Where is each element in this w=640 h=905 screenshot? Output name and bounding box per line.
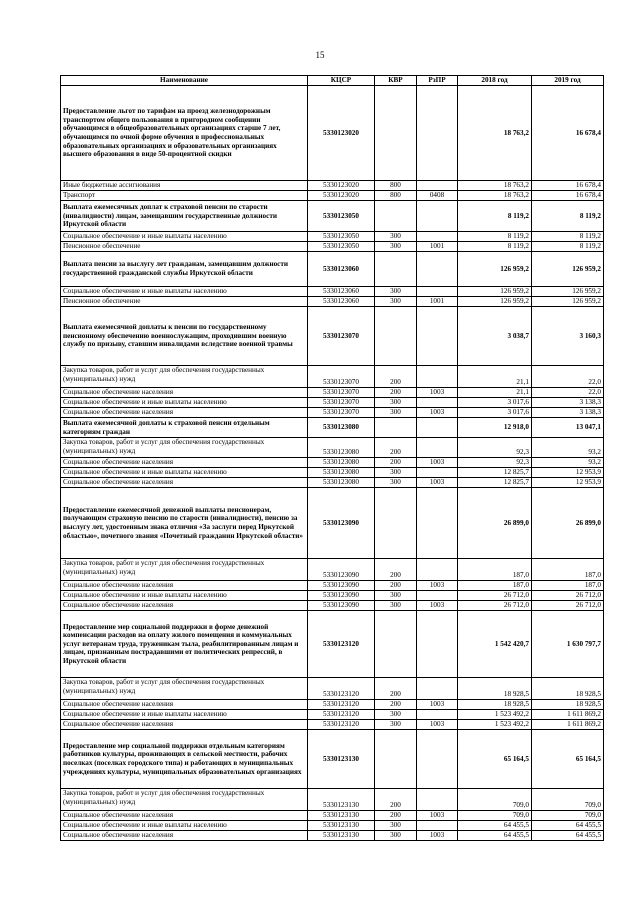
cell-name: Социальное обеспечение населения xyxy=(61,581,308,591)
cell-2018: 3 017,6 xyxy=(458,408,532,418)
cell-rzpr xyxy=(417,789,458,811)
header-2018: 2018 год xyxy=(458,76,532,86)
cell-kcsr: 5330123070 xyxy=(308,307,375,366)
header-kvr: КВР xyxy=(375,76,417,86)
cell-kvr xyxy=(375,252,417,287)
cell-kvr: 300 xyxy=(375,720,417,730)
cell-kvr: 200 xyxy=(375,700,417,710)
cell-2018: 21,1 xyxy=(458,388,532,398)
table-row xyxy=(61,591,604,601)
cell-name: Социальное обеспечение и иные выплаты населению xyxy=(61,398,308,408)
cell-kcsr: 5330123090 xyxy=(308,601,375,611)
cell-2018: 126 959,2 xyxy=(458,287,532,297)
cell-2018: 709,0 xyxy=(458,811,532,821)
cell-2019: 3 138,3 xyxy=(532,408,604,418)
cell-kcsr: 5330123070 xyxy=(308,408,375,418)
cell-kvr: 300 xyxy=(375,287,417,297)
cell-kcsr: 5330123080 xyxy=(308,458,375,468)
table-row xyxy=(61,201,604,232)
cell-name: Социальное обеспечение населения xyxy=(61,388,308,398)
cell-name: Социальное обеспечение населения xyxy=(61,478,308,488)
cell-name: Пенсионное обеспечение xyxy=(61,242,308,252)
cell-rzpr: 1003 xyxy=(417,388,458,398)
cell-rzpr xyxy=(417,86,458,181)
cell-name: Предоставление льгот по тарифам на проезд железнодорожным транспортом общего пользования в пригородном сообщении обучающимся в общеобразовательных организациях старше 7 лет, обучающимся по очной форме обучения в профессиональных образовательных организациях и образовательных организациях высшего образования в виде 50-процентной скидки xyxy=(61,86,308,181)
cell-name: Социальное обеспечение населения xyxy=(61,700,308,710)
cell-name: Закупка товаров, работ и услуг для обеспечения государственных (муниципальных) нужд xyxy=(61,366,308,388)
cell-rzpr xyxy=(417,307,458,366)
cell-2019: 93,2 xyxy=(532,438,604,458)
table-row xyxy=(61,468,604,478)
cell-rzpr: 1003 xyxy=(417,458,458,468)
cell-name: Предоставление мер социальной поддержки в форме денежной компенсации расходов на оплату жилого помещения и коммунальных услуг ветеранам труда, труженикам тыла, реабилитированным лицам и лицам, признанным пострадавшими от политических репрессий, в Иркутской области xyxy=(61,611,308,678)
cell-kvr xyxy=(375,307,417,366)
cell-2018: 187,0 xyxy=(458,559,532,581)
cell-rzpr: 1003 xyxy=(417,408,458,418)
cell-2019: 126 959,2 xyxy=(532,287,604,297)
cell-rzpr: 1003 xyxy=(417,720,458,730)
table-row xyxy=(61,720,604,730)
cell-2019: 126 959,2 xyxy=(532,297,604,307)
cell-name: Выплата ежемесячной доплаты к страховой пенсии отдельным категориям граждан xyxy=(61,418,308,438)
table-body xyxy=(61,86,604,841)
cell-2019: 16 678,4 xyxy=(532,191,604,201)
cell-2018: 18 928,5 xyxy=(458,700,532,710)
cell-2019: 64 455,5 xyxy=(532,821,604,831)
cell-name: Выплата ежемесячных доплат к страховой пенсии по старости (инвалидности) лицам, замещавшим государственные должности Иркутской области xyxy=(61,201,308,232)
cell-rzpr xyxy=(417,287,458,297)
cell-2019: 709,0 xyxy=(532,789,604,811)
cell-kcsr: 5330123020 xyxy=(308,181,375,191)
cell-2018: 64 455,5 xyxy=(458,831,532,841)
cell-2019: 26 899,0 xyxy=(532,488,604,559)
cell-kcsr: 5330123050 xyxy=(308,242,375,252)
table-row xyxy=(61,811,604,821)
cell-2018: 26 712,0 xyxy=(458,601,532,611)
cell-kvr xyxy=(375,611,417,678)
cell-rzpr xyxy=(417,468,458,478)
cell-2019: 1 630 797,7 xyxy=(532,611,604,678)
cell-name: Предоставление мер социальной поддержки отдельным категориям работников культуры, проживающих в сельской местности, рабочих поселках (поселках городского типа) и работающих в муниципальных учреждениях культуры, муниципальных образовательных организациях xyxy=(61,730,308,789)
table-row xyxy=(61,611,604,678)
table-row xyxy=(61,730,604,789)
table-row xyxy=(61,601,604,611)
cell-kvr: 200 xyxy=(375,366,417,388)
cell-2018: 92,3 xyxy=(458,438,532,458)
cell-2019: 3 138,3 xyxy=(532,398,604,408)
cell-kvr xyxy=(375,418,417,438)
cell-kvr: 300 xyxy=(375,478,417,488)
cell-kvr: 300 xyxy=(375,591,417,601)
table-row xyxy=(61,418,604,438)
cell-2018: 18 763,2 xyxy=(458,86,532,181)
table-row xyxy=(61,181,604,191)
cell-2018: 12 825,7 xyxy=(458,468,532,478)
cell-rzpr: 1003 xyxy=(417,811,458,821)
cell-2019: 16 678,4 xyxy=(532,181,604,191)
cell-rzpr xyxy=(417,201,458,232)
cell-kvr: 300 xyxy=(375,408,417,418)
cell-2019: 26 712,0 xyxy=(532,601,604,611)
cell-name: Социальное обеспечение населения xyxy=(61,408,308,418)
cell-rzpr xyxy=(417,398,458,408)
cell-rzpr xyxy=(417,366,458,388)
cell-2019: 93,2 xyxy=(532,458,604,468)
cell-kvr: 200 xyxy=(375,458,417,468)
cell-kvr: 200 xyxy=(375,388,417,398)
cell-kvr xyxy=(375,86,417,181)
cell-rzpr: 1003 xyxy=(417,581,458,591)
cell-2019: 12 953,9 xyxy=(532,468,604,478)
cell-name: Социальное обеспечение и иные выплаты населению xyxy=(61,468,308,478)
cell-2019: 12 953,9 xyxy=(532,478,604,488)
cell-rzpr: 1003 xyxy=(417,700,458,710)
table-row xyxy=(61,710,604,720)
cell-2019: 18 928,5 xyxy=(532,678,604,700)
cell-kcsr: 5330123050 xyxy=(308,201,375,232)
cell-name: Закупка товаров, работ и услуг для обеспечения государственных (муниципальных) нужд xyxy=(61,559,308,581)
table-row xyxy=(61,700,604,710)
cell-2019: 8 119,2 xyxy=(532,201,604,232)
table-row xyxy=(61,408,604,418)
table-row xyxy=(61,191,604,201)
cell-kvr: 200 xyxy=(375,559,417,581)
cell-2019: 187,0 xyxy=(532,581,604,591)
cell-2018: 12 825,7 xyxy=(458,478,532,488)
cell-2018: 8 119,2 xyxy=(458,232,532,242)
cell-kcsr: 5330123070 xyxy=(308,388,375,398)
cell-rzpr: 1001 xyxy=(417,242,458,252)
cell-2019: 8 119,2 xyxy=(532,242,604,252)
cell-rzpr xyxy=(417,252,458,287)
cell-kcsr: 5330123060 xyxy=(308,297,375,307)
cell-rzpr: 1001 xyxy=(417,297,458,307)
table-row xyxy=(61,458,604,468)
cell-rzpr: 0408 xyxy=(417,191,458,201)
cell-name: Закупка товаров, работ и услуг для обеспечения государственных (муниципальных) нужд xyxy=(61,438,308,458)
cell-2019: 1 611 869,2 xyxy=(532,710,604,720)
cell-2019: 18 928,5 xyxy=(532,700,604,710)
cell-kcsr: 5330123020 xyxy=(308,86,375,181)
cell-rzpr xyxy=(417,181,458,191)
cell-2018: 18 928,5 xyxy=(458,678,532,700)
cell-kcsr: 5330123130 xyxy=(308,730,375,789)
cell-2018: 3 038,7 xyxy=(458,307,532,366)
cell-2019: 3 160,3 xyxy=(532,307,604,366)
cell-rzpr xyxy=(417,591,458,601)
cell-name: Транспорт xyxy=(61,191,308,201)
cell-2019: 22,0 xyxy=(532,366,604,388)
cell-2018: 126 959,2 xyxy=(458,252,532,287)
cell-rzpr xyxy=(417,730,458,789)
cell-kcsr: 5330123130 xyxy=(308,789,375,811)
cell-2018: 8 119,2 xyxy=(458,201,532,232)
cell-kcsr: 5330123050 xyxy=(308,232,375,242)
cell-name: Закупка товаров, работ и услуг для обеспечения государственных (муниципальных) нужд xyxy=(61,678,308,700)
cell-kcsr: 5330123080 xyxy=(308,478,375,488)
table-row xyxy=(61,398,604,408)
cell-kvr: 800 xyxy=(375,191,417,201)
cell-kvr xyxy=(375,730,417,789)
cell-kcsr: 5330123130 xyxy=(308,821,375,831)
cell-kcsr: 5330123070 xyxy=(308,398,375,408)
table-row xyxy=(61,307,604,366)
cell-kcsr: 5330123090 xyxy=(308,488,375,559)
cell-kvr: 200 xyxy=(375,811,417,821)
cell-kvr: 300 xyxy=(375,601,417,611)
cell-kcsr: 5330123120 xyxy=(308,611,375,678)
cell-kcsr: 5330123070 xyxy=(308,366,375,388)
table-row xyxy=(61,581,604,591)
cell-2019: 65 164,5 xyxy=(532,730,604,789)
cell-kvr: 300 xyxy=(375,831,417,841)
cell-2018: 18 763,2 xyxy=(458,191,532,201)
cell-kcsr: 5330123130 xyxy=(308,831,375,841)
cell-2018: 187,0 xyxy=(458,581,532,591)
cell-kvr: 800 xyxy=(375,181,417,191)
table-row xyxy=(61,559,604,581)
cell-name: Предоставление ежемесячной денежной выплаты пенсионерам, получающим страховую пенсию по старости (инвалидности), пенсию за выслугу лет, удостоенным знака отличия «За заслуги перед Иркутской областью», почетного звания «Почетный гражданин Иркутской области» xyxy=(61,488,308,559)
cell-2019: 22,0 xyxy=(532,388,604,398)
table-row xyxy=(61,297,604,307)
cell-2019: 187,0 xyxy=(532,559,604,581)
cell-2019: 26 712,0 xyxy=(532,591,604,601)
cell-kvr: 200 xyxy=(375,438,417,458)
table-row xyxy=(61,831,604,841)
cell-2018: 21,1 xyxy=(458,366,532,388)
cell-kcsr: 5330123080 xyxy=(308,438,375,458)
cell-kcsr: 5330123020 xyxy=(308,191,375,201)
cell-kcsr: 5330123130 xyxy=(308,811,375,821)
cell-rzpr xyxy=(417,559,458,581)
cell-name: Иные бюджетные ассигнования xyxy=(61,181,308,191)
cell-kcsr: 5330123090 xyxy=(308,591,375,601)
table-row xyxy=(61,287,604,297)
cell-kcsr: 5330123080 xyxy=(308,418,375,438)
cell-name: Социальное обеспечение населения xyxy=(61,811,308,821)
cell-2019: 64 455,5 xyxy=(532,831,604,841)
cell-kcsr: 5330123120 xyxy=(308,720,375,730)
table-row xyxy=(61,252,604,287)
cell-2018: 26 712,0 xyxy=(458,591,532,601)
cell-kvr: 300 xyxy=(375,468,417,478)
cell-name: Социальное обеспечение и иные выплаты населению xyxy=(61,591,308,601)
cell-kvr xyxy=(375,201,417,232)
cell-2018: 8 119,2 xyxy=(458,242,532,252)
table-row xyxy=(61,789,604,811)
cell-kcsr: 5330123120 xyxy=(308,700,375,710)
table-row xyxy=(61,232,604,242)
cell-kvr: 300 xyxy=(375,232,417,242)
cell-name: Выплата пенсии за выслугу лет гражданам, замещавшим должности государственной гражданской службы Иркутской области xyxy=(61,252,308,287)
cell-name: Социальное обеспечение населения xyxy=(61,720,308,730)
header-2019: 2019 год xyxy=(532,76,604,86)
cell-2019: 709,0 xyxy=(532,811,604,821)
table-row xyxy=(61,86,604,181)
cell-rzpr xyxy=(417,710,458,720)
cell-kcsr: 5330123090 xyxy=(308,581,375,591)
cell-kcsr: 5330123060 xyxy=(308,287,375,297)
table-row xyxy=(61,678,604,700)
cell-rzpr xyxy=(417,418,458,438)
cell-kvr: 300 xyxy=(375,242,417,252)
cell-name: Социальное обеспечение и иные выплаты населению xyxy=(61,287,308,297)
cell-2018: 1 523 492,2 xyxy=(458,710,532,720)
cell-rzpr xyxy=(417,232,458,242)
budget-table xyxy=(60,75,604,841)
cell-2018: 18 763,2 xyxy=(458,181,532,191)
cell-2018: 1 542 420,7 xyxy=(458,611,532,678)
cell-kvr: 200 xyxy=(375,789,417,811)
cell-kvr: 300 xyxy=(375,297,417,307)
cell-kvr: 200 xyxy=(375,678,417,700)
cell-kcsr: 5330123120 xyxy=(308,710,375,720)
header-kcsr: КЦСР xyxy=(308,76,375,86)
cell-name: Пенсионное обеспечение xyxy=(61,297,308,307)
cell-rzpr: 1003 xyxy=(417,601,458,611)
cell-2018: 64 455,5 xyxy=(458,821,532,831)
cell-2018: 65 164,5 xyxy=(458,730,532,789)
cell-2019: 1 611 869,2 xyxy=(532,720,604,730)
cell-kcsr: 5330123060 xyxy=(308,252,375,287)
cell-name: Социальное обеспечение населения xyxy=(61,831,308,841)
cell-kcsr: 5330123120 xyxy=(308,678,375,700)
cell-2018: 26 899,0 xyxy=(458,488,532,559)
cell-rzpr xyxy=(417,438,458,458)
header-rzpr: РзПР xyxy=(417,76,458,86)
cell-2019: 16 678,4 xyxy=(532,86,604,181)
cell-rzpr xyxy=(417,821,458,831)
cell-name: Социальное обеспечение и иные выплаты населению xyxy=(61,232,308,242)
cell-kvr: 300 xyxy=(375,821,417,831)
cell-rzpr xyxy=(417,488,458,559)
table-row xyxy=(61,388,604,398)
cell-2018: 126 959,2 xyxy=(458,297,532,307)
table-row xyxy=(61,478,604,488)
cell-rzpr xyxy=(417,678,458,700)
cell-name: Социальное обеспечение и иные выплаты населению xyxy=(61,710,308,720)
cell-2018: 3 017,6 xyxy=(458,398,532,408)
header-name: Наименование xyxy=(61,76,308,86)
cell-name: Социальное обеспечение и иные выплаты населению xyxy=(61,821,308,831)
cell-rzpr xyxy=(417,611,458,678)
table-row xyxy=(61,438,604,458)
cell-rzpr: 1003 xyxy=(417,831,458,841)
table-row xyxy=(61,242,604,252)
cell-kcsr: 5330123080 xyxy=(308,468,375,478)
cell-2019: 126 959,2 xyxy=(532,252,604,287)
table-header-row xyxy=(61,76,604,86)
cell-2018: 1 523 492,2 xyxy=(458,720,532,730)
cell-rzpr: 1003 xyxy=(417,478,458,488)
cell-2018: 709,0 xyxy=(458,789,532,811)
cell-kvr: 300 xyxy=(375,398,417,408)
cell-kcsr: 5330123090 xyxy=(308,559,375,581)
cell-2019: 13 047,1 xyxy=(532,418,604,438)
table-row xyxy=(61,488,604,559)
table-row xyxy=(61,366,604,388)
cell-kvr xyxy=(375,488,417,559)
table-row xyxy=(61,821,604,831)
cell-kvr: 200 xyxy=(375,581,417,591)
cell-name: Социальное обеспечение населения xyxy=(61,601,308,611)
cell-2018: 12 918,0 xyxy=(458,418,532,438)
cell-name: Социальное обеспечение населения xyxy=(61,458,308,468)
cell-2018: 92,3 xyxy=(458,458,532,468)
page-number: 15 xyxy=(315,50,325,60)
cell-name: Закупка товаров, работ и услуг для обеспечения государственных (муниципальных) нужд xyxy=(61,789,308,811)
cell-name: Выплата ежемесячной доплаты к пенсии по государственному пенсионному обеспечению военнослужащим, проходившим военную службу по призыву, ставшим инвалидами вследствие военной травмы xyxy=(61,307,308,366)
cell-2019: 8 119,2 xyxy=(532,232,604,242)
cell-kvr: 300 xyxy=(375,710,417,720)
